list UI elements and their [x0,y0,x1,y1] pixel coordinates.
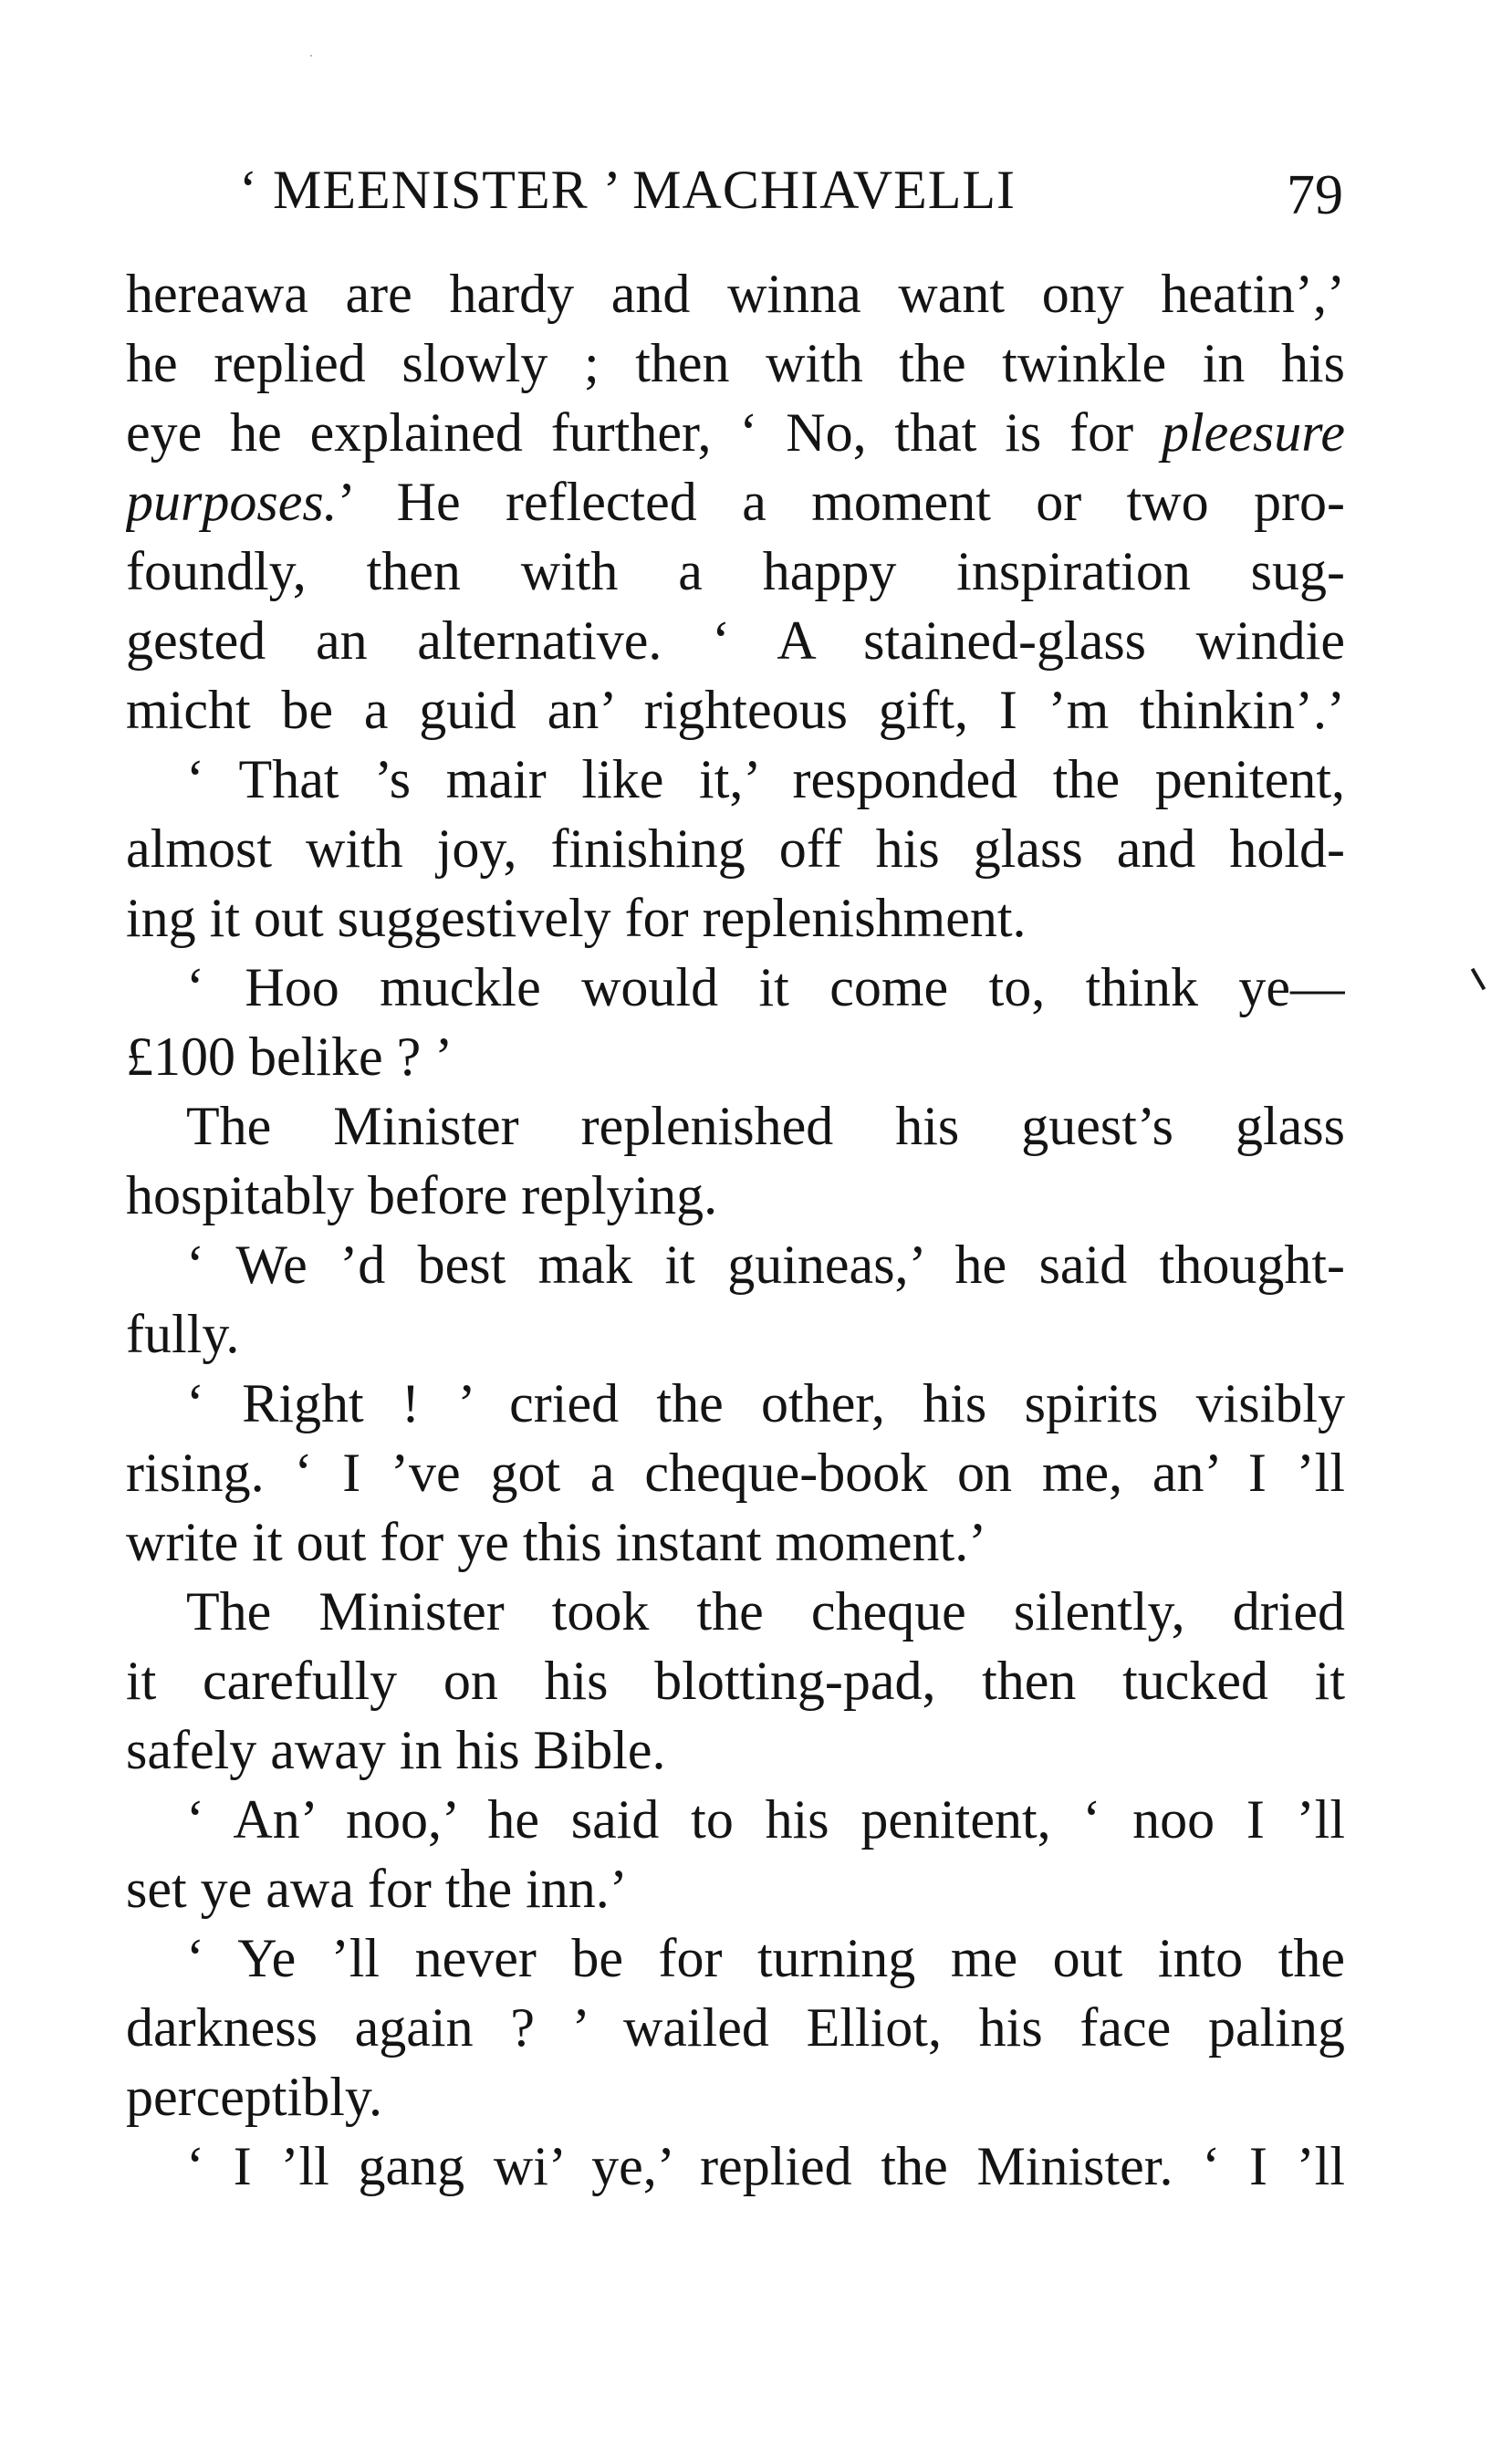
running-title: ‘ MEENISTER ’ MACHIAVELLI [239,160,1017,220]
text-line: ‘ I ’ll gang wi’ ye,’ replied the Minister. ‘ I ’ll [186,2136,1345,2196]
text-line [126,398,1345,467]
text-line: it carefully on his blotting-pad, then tucked it [126,1651,1345,1711]
text-line: ing it out suggestively for replenishment. [126,888,1027,948]
line-segment: eye he explained further, ‘ No, that is for [126,402,1162,463]
text-line: The Minister replenished his guest’s glass [186,1096,1345,1156]
text-line: fully. [126,1304,240,1364]
text-line [126,467,1345,537]
text-line: ‘ That ’s mair like it,’ responded the penitent, [186,749,1345,809]
stray-mark [1471,968,1486,991]
text-line: perceptibly. [126,2067,382,2127]
page-number: 79 [1287,164,1343,226]
text-line: he replied slowly ; then with the twinkle in his [126,333,1345,393]
text-line: darkness again ? ’ wailed Elliot, his face paling [126,1997,1345,2058]
italic-word: pleesure [1161,402,1345,463]
scan-speck [310,55,312,57]
text-line: ‘ We ’d best mak it guineas,’ he said thought- [186,1235,1345,1295]
text-line: set ye awa for the inn.’ [126,1859,628,1919]
italic-word: purposes. [126,472,338,532]
text-line: ‘ Right ! ’ cried the other, his spirits visibly [186,1373,1345,1433]
body-text [126,259,1345,2201]
text-line: write it out for ye this instant moment.’ [126,1512,987,1572]
text-line: ‘ An’ noo,’ he said to his penitent, ‘ noo I ’ll [186,1789,1345,1850]
text-line: foundly, then with a happy inspiration sug- [126,541,1345,601]
text-line: gested an alternative. ‘ A stained-glass windie [126,610,1345,671]
page-header [239,153,1343,226]
text-line: ‘ Hoo muckle would it come to, think ye— [186,957,1345,1017]
text-line: hereawa are hardy and winna want ony heatin’,’ [126,264,1345,324]
text-line: rising. ‘ I ’ve got a cheque-book on me, an’ I ’ll [126,1443,1345,1503]
text-line: almost with joy, finishing off his glass and hold- [126,818,1345,879]
text-line: The Minister took the cheque silently, dried [186,1581,1345,1642]
text-line: micht be a guid an’ righteous gift, I ’m thinkin’.’ [126,680,1345,740]
text-line: hospitably before replying. [126,1165,718,1225]
text-line: £100 belike ? ’ [126,1027,454,1087]
text-line: ‘ Ye ’ll never be for turning me out into the [186,1928,1345,1988]
text-line: safely away in his Bible. [126,1720,666,1780]
line-segment: ’ He reflected a moment or two pro- [337,472,1345,532]
